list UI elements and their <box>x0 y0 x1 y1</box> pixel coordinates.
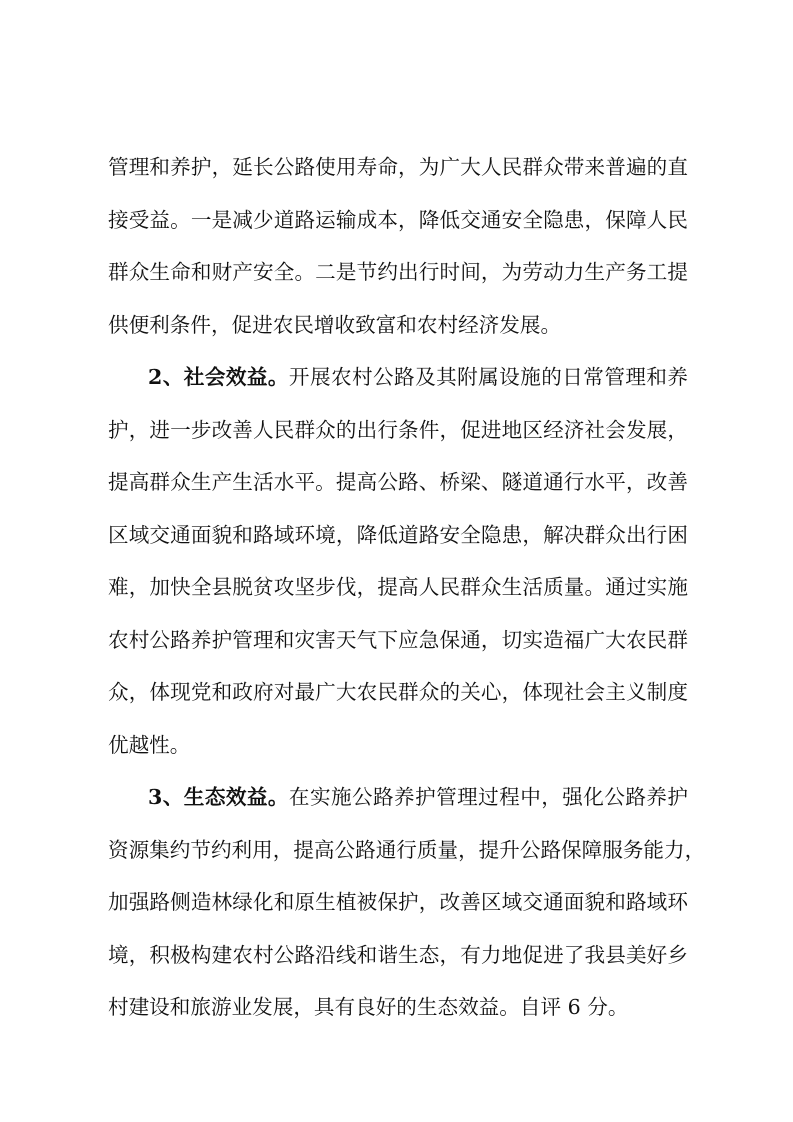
paragraph-3-heading: 3、生态效益。 <box>148 785 289 809</box>
paragraph-2-line-2: 护，进一步改善人民群众的出行条件，促进地区经济社会发展， <box>108 418 688 442</box>
paragraph-2-line-1 <box>148 355 688 399</box>
paragraph-1-line-1: 管理和养护，延长公路使用寿命，为广大人民群众带来普遍的直 <box>108 155 688 179</box>
paragraph-2-line-6: 农村公路养护管理和灾害天气下应急保通，切实造福广大农民群 <box>108 628 688 652</box>
paragraph-1-line-4: 供便利条件，促进农民增收致富和农村经济发展。 <box>108 313 562 337</box>
paragraph-3-first-line-text: 在实施公路养护管理过程中，强化公路养护 <box>288 785 688 809</box>
paragraph-2-line-4: 区域交通面貌和路域环境，降低道路安全隐患，解决群众出行困 <box>108 523 688 547</box>
paragraph-3-line-1 <box>148 775 688 819</box>
paragraph-2-line-5: 难，加快全县脱贫攻坚步伐，提高人民群众生活质量。通过实施 <box>108 575 688 599</box>
paragraph-1-line-2: 接受益。一是减少道路运输成本，降低交通安全隐患，保障人民 <box>108 208 688 232</box>
paragraph-2-line-7: 众，体现党和政府对最广大农民群众的关心，体现社会主义制度 <box>108 680 688 704</box>
paragraph-2-first-line-text: 开展农村公路及其附属设施的日常管理和养 <box>288 365 688 389</box>
paragraph-3-line-3: 加强路侧造林绿化和原生植被保护，改善区域交通面貌和路域环 <box>108 890 688 914</box>
paragraph-3-line-4: 境，积极构建农村公路沿线和谐生态，有力地促进了我县美好乡 <box>108 943 688 967</box>
paragraph-3-line-5: 村建设和旅游业发展，具有良好的生态效益。自评 6 分。 <box>108 995 629 1019</box>
paragraph-2-line-8: 优越性。 <box>108 733 191 757</box>
paragraph-3-line-2: 资源集约节约利用，提高公路通行质量，提升公路保障服务能力， <box>108 838 706 862</box>
paragraph-2-heading: 2、社会效益。 <box>148 365 289 389</box>
paragraph-1-line-3: 群众生命和财产安全。二是节约出行时间，为劳动力生产务工提 <box>108 260 688 284</box>
paragraph-2-line-3: 提高群众生产生活水平。提高公路、桥梁、隧道通行水平，改善 <box>108 470 688 494</box>
